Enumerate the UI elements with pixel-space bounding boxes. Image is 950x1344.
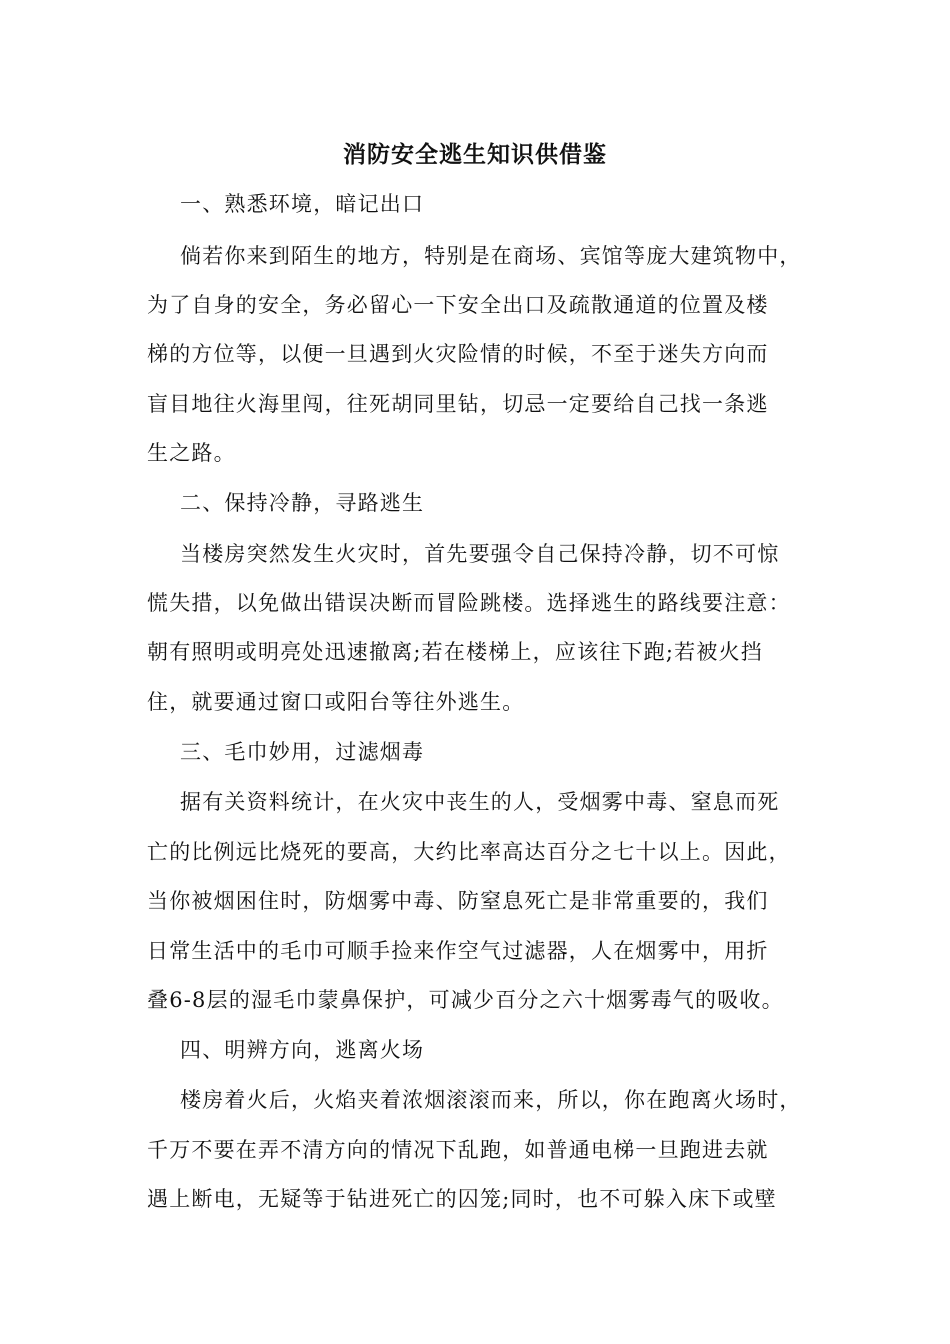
paragraph-line: 梯的方位等，以便一旦遇到火灾险情的时候，不至于迷失方向而 (147, 342, 769, 366)
paragraph-line: 盲目地往火海里闯，往死胡同里钻，切忌一定要给自己找一条逃 (147, 392, 769, 416)
paragraph-line: 遇上断电，无疑等于钻进死亡的囚笼;同时，也不可躲入床下或壁 (147, 1187, 777, 1211)
section-heading-2: 二、保持冷静，寻路逃生 (180, 491, 425, 515)
section-heading-3: 三、毛巾妙用，过滤烟毒 (180, 740, 425, 764)
paragraph-line: 当你被烟困住时，防烟雾中毒、防窒息死亡是非常重要的，我们 (147, 889, 769, 913)
paragraph-line: 生之路。 (147, 441, 236, 465)
paragraph-line: 倘若你来到陌生的地方，特别是在商场、宾馆等庞大建筑物中， (180, 244, 802, 268)
paragraph-line: 朝有照明或明亮处迅速撤离;若在楼梯上，应该往下跑;若被火挡 (147, 640, 763, 664)
paragraph-line: 叠6-8层的湿毛巾蒙鼻保护，可减少百分之六十烟雾毒气的吸收。 (147, 988, 784, 1012)
paragraph-line: 亡的比例远比烧死的要高，大约比率高达百分之七十以上。因此， (147, 840, 791, 864)
paragraph-line: 千万不要在弄不清方向的情况下乱跑，如普通电梯一旦跑进去就 (147, 1138, 769, 1162)
paragraph-line: 为了自身的安全，务必留心一下安全出口及疏散通道的位置及楼 (147, 293, 769, 317)
paragraph-line: 据有关资料统计，在火灾中丧生的人，受烟雾中毒、窒息而死 (180, 790, 780, 814)
section-heading-4: 四、明辨方向，逃离火场 (180, 1038, 425, 1062)
paragraph-line: 住，就要通过窗口或阳台等往外逃生。 (147, 690, 525, 714)
section-heading-1: 一、熟悉环境，暗记出口 (180, 192, 425, 216)
paragraph-line: 楼房着火后，火焰夹着浓烟滚滚而来，所以，你在跑离火场时， (180, 1088, 802, 1112)
paragraph-line: 慌失措，以免做出错误决断而冒险跳楼。选择逃生的路线要注意： (147, 591, 791, 615)
paragraph-line: 当楼房突然发生火灾时，首先要强令自己保持冷静，切不可惊 (180, 542, 780, 566)
paragraph-line: 日常生活中的毛巾可顺手捡来作空气过滤器，人在烟雾中，用折 (147, 939, 769, 963)
document-title: 消防安全逃生知识供借鉴 (343, 141, 607, 168)
